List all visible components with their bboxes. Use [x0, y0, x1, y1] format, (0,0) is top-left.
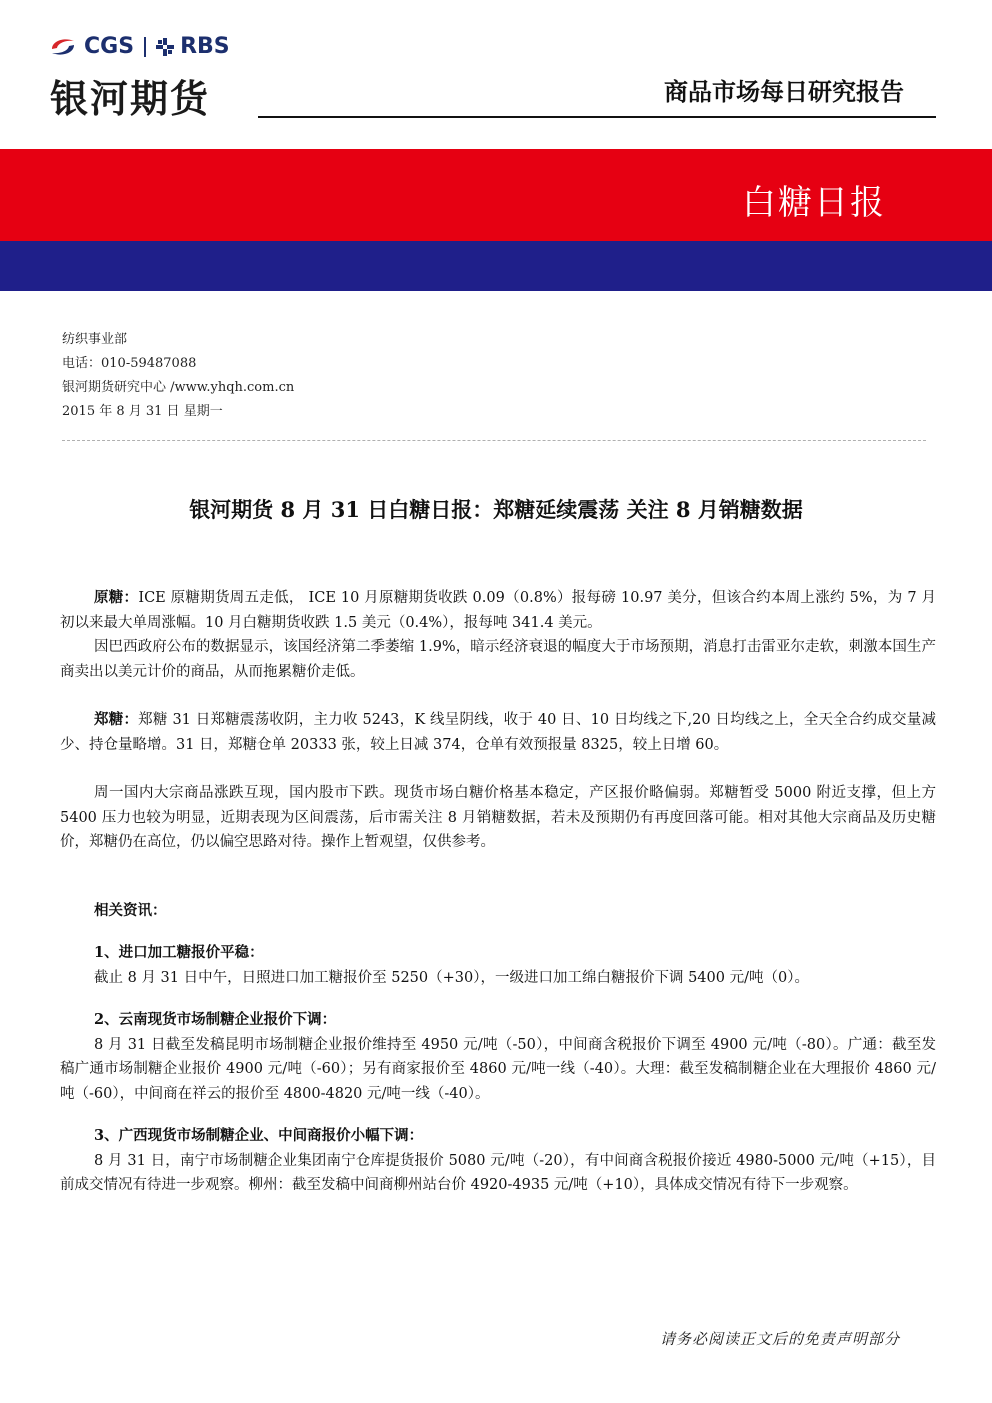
logo-rbs-text: RBS — [180, 34, 230, 59]
dashed-divider — [62, 440, 926, 441]
outlook-paragraph: 周一国内大宗商品涨跌互现，国内股市下跌。现货市场白糖价格基本稳定，产区报价略偏弱。郑糖暂受 5000 附近支撑，但上方 5400 压力也较为明显，近期表现为区间震荡，后市需关注 8 月销糖数据，若未及预期仍有再度回落可能。相对其他大宗商品及历史糖价，郑糖仍在高位，仍以偏空思路对待。操作上暂观望，仅供参考。 — [60, 785, 936, 850]
disclaimer-note: 请务必阅读正文后的免责声明部分 — [659, 1330, 900, 1348]
raw-sugar-label: 原糖： — [94, 589, 139, 606]
news-text-2: 8 月 31 日截至发稿昆明市场制糖企业报价维持至 4950 元/吨（-50），中间商含税报价下调至 4900 元/吨（-80）。广通：截至发稿广通市场制糖企业报价 4900 元/吨（-60）；另有商家报价至 4860 元/吨一线（-40）。大理：截至发稿制糖企业在大理报价 4860 元/吨（-60），中间商在祥云的报价至 4800-4820 元/吨一线（-40）。 — [60, 1036, 936, 1102]
news-heading-2: 2、云南现货市场制糖企业报价下调： — [94, 1011, 337, 1028]
logo-cgs-text: CGS — [84, 34, 135, 59]
red-banner — [0, 149, 992, 241]
blue-banner — [0, 241, 992, 291]
brand-name: 银河期货 — [50, 77, 211, 121]
zhengzhou-paragraph — [60, 708, 936, 757]
brazil-paragraph: 因巴西政府公布的数据显示，该国经济第二季萎缩 1.9%，暗示经济衰退的幅度大于市场预期，消息打击雷亚尔走软，刺激本国生产商卖出以美元计价的商品，从而拖累糖价走低。 — [60, 639, 936, 680]
phone: 电话：010-59487088 — [62, 356, 197, 371]
zhengzhou-label: 郑糖： — [94, 711, 139, 728]
report-date: 2015 年 8 月 31 日 星期一 — [62, 404, 223, 419]
news-text-1: 截止 8 月 31 日中午，日照进口加工糖报价至 5250（+30），一级进口加工绵白糖报价下调 5400 元/吨（0）。 — [94, 969, 809, 986]
department: 纺织事业部 — [62, 332, 128, 347]
raw-sugar-paragraph — [60, 586, 936, 635]
report-type-title: 商品市场每日研究报告 — [664, 78, 904, 106]
meta-block — [62, 328, 294, 424]
logo-divider — [144, 37, 146, 57]
article-title: 银河期货 8 月 31 日白糖日报：郑糖延续震荡 关注 8 月销糖数据 — [189, 497, 803, 522]
header-rule — [258, 116, 936, 118]
related-heading: 相关资讯： — [94, 901, 167, 919]
news-heading-1: 1、进口加工糖报价平稳： — [94, 944, 264, 961]
rbs-daisy-icon — [156, 38, 174, 56]
news-heading-3: 3、广西现货市场制糖企业、中间商报价小幅下调： — [94, 1127, 424, 1144]
logo — [48, 34, 230, 59]
article-body — [60, 586, 936, 1198]
raw-sugar-text: ICE 原糖期货周五走低， ICE 10 月原糖期货收跌 0.09（0.8%）报每磅 10.97 美分，但该合约本周上涨约 5%，为 7 月初以来最大单周涨幅。10 月白糖期货收跌 1.5 美元（0.4%），报每吨 341.4 美元。 — [60, 590, 936, 631]
banner-title: 白糖日报 — [742, 183, 886, 223]
news-text-3: 8 月 31 日，南宁市场制糖企业集团南宁仓库提货报价 5080 元/吨（-20），有中间商含税报价接近 4980-5000 元/吨（+15），目前成交情况有待进一步观察。柳州：截至发稿中间商柳州站台价 4920-4935 元/吨（+10），具体成交情况有待下一步观察。 — [60, 1152, 936, 1193]
zhengzhou-text: 郑糖 31 日郑糖震荡收阴，主力收 5243，K 线呈阴线，收于 40 日、10 日均线之下,20 日均线之上，全天全合约成交量减少、持仓量略增。31 日，郑糖仓单 20333 张，较上日减 374，仓单有效预报量 8325，较上日增 60。 — [60, 712, 937, 753]
cgs-swirl-icon — [48, 36, 78, 58]
research-center-link[interactable]: 银河期货研究中心 /www.yhqh.com.cn — [62, 380, 295, 395]
